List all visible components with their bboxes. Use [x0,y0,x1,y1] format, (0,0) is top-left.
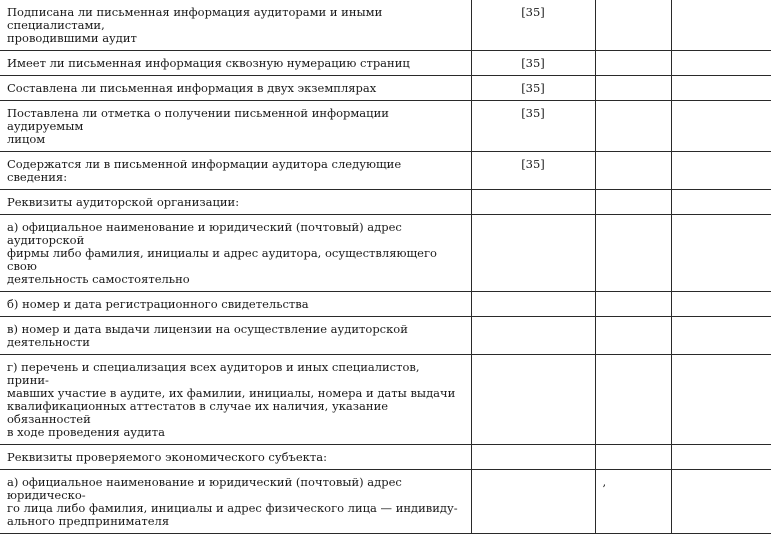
question-cell [0,292,471,317]
answer-cell [595,101,671,152]
table-row [0,317,771,355]
answer-text: , [602,475,607,489]
answer-cell [595,190,671,215]
comment-cell [671,152,771,190]
table-row [0,101,771,152]
comment-cell [671,445,771,470]
question-cell [0,152,471,190]
question-text: Реквизиты аудиторской организации: [7,195,240,209]
table-row [0,292,771,317]
question-cell [0,101,471,152]
question-cell [0,51,471,76]
reference-cell [471,190,595,215]
question-cell [0,317,471,355]
question-cell [0,355,471,445]
reference-cell [471,470,595,534]
answer-cell [595,355,671,445]
reference-text: [35] [521,157,545,171]
answer-cell [595,317,671,355]
comment-cell [671,51,771,76]
reference-cell [471,317,595,355]
question-cell [0,445,471,470]
question-text: а) официальное наименование и юридический (почтовый) адрес аудиторской фирмы либо фамилия, инициалы и адрес аудитора, осуществляющего свою деятельность самостоятельно [7,220,437,286]
reference-cell [471,51,595,76]
question-text: а) официальное наименование и юридический (почтовый) адрес юридическо- го лица либо фамилия, инициалы и адрес физического лица — индивиду- ального предпринимателя [7,475,458,528]
question-text: б) номер и дата регистрационного свидетельства [7,297,309,311]
reference-cell [471,152,595,190]
question-cell [0,0,471,51]
comment-cell [671,317,771,355]
answer-cell [595,215,671,292]
comment-cell [671,355,771,445]
comment-cell [671,0,771,51]
table-row [0,190,771,215]
question-cell [0,470,471,534]
reference-cell [471,292,595,317]
answer-cell [595,0,671,51]
question-text: Реквизиты проверяемого экономического субъекта: [7,450,327,464]
reference-cell [471,0,595,51]
comment-cell [671,292,771,317]
question-cell [0,190,471,215]
comment-cell [671,190,771,215]
table-row [0,445,771,470]
answer-cell [595,152,671,190]
table-row [0,470,771,534]
comment-cell [671,76,771,101]
reference-cell [471,76,595,101]
reference-cell [471,215,595,292]
reference-cell [471,355,595,445]
question-text: Составлена ли письменная информация в двух экземплярах [7,81,377,95]
reference-text: [35] [521,106,545,120]
question-text: Подписана ли письменная информация аудиторами и иными специалистами, проводившими аудит [7,5,383,45]
answer-cell [595,445,671,470]
table-row [0,355,771,445]
question-text: г) перечень и специализация всех аудиторов и иных специалистов, прини- мавших участие в аудите, их фамилии, инициалы, номера и даты выдачи квалификационных аттестатов в случае их наличия, указание обязанностей в ходе проведения аудита [7,360,456,439]
answer-cell [595,51,671,76]
table-row [0,0,771,51]
question-text: Имеет ли письменная информация сквозную нумерацию страниц [7,56,410,70]
question-text: в) номер и дата выдачи лицензии на осуществление аудиторской деятельности [7,322,408,349]
comment-cell [671,470,771,534]
reference-text: [35] [521,5,545,19]
table-row [0,152,771,190]
question-text: Содержатся ли в письменной информации аудитора следующие сведения: [7,157,402,184]
question-cell [0,76,471,101]
reference-text: [35] [521,56,545,70]
table-row [0,76,771,101]
answer-cell [595,76,671,101]
reference-cell [471,101,595,152]
reference-text: [35] [521,81,545,95]
reference-cell [471,445,595,470]
answer-cell [595,292,671,317]
question-cell [0,215,471,292]
comment-cell [671,101,771,152]
comment-cell [671,215,771,292]
table-row [0,215,771,292]
table-row [0,51,771,76]
answer-cell [595,470,671,534]
question-text: Поставлена ли отметка о получении письменной информации аудируемым лицом [7,106,389,146]
